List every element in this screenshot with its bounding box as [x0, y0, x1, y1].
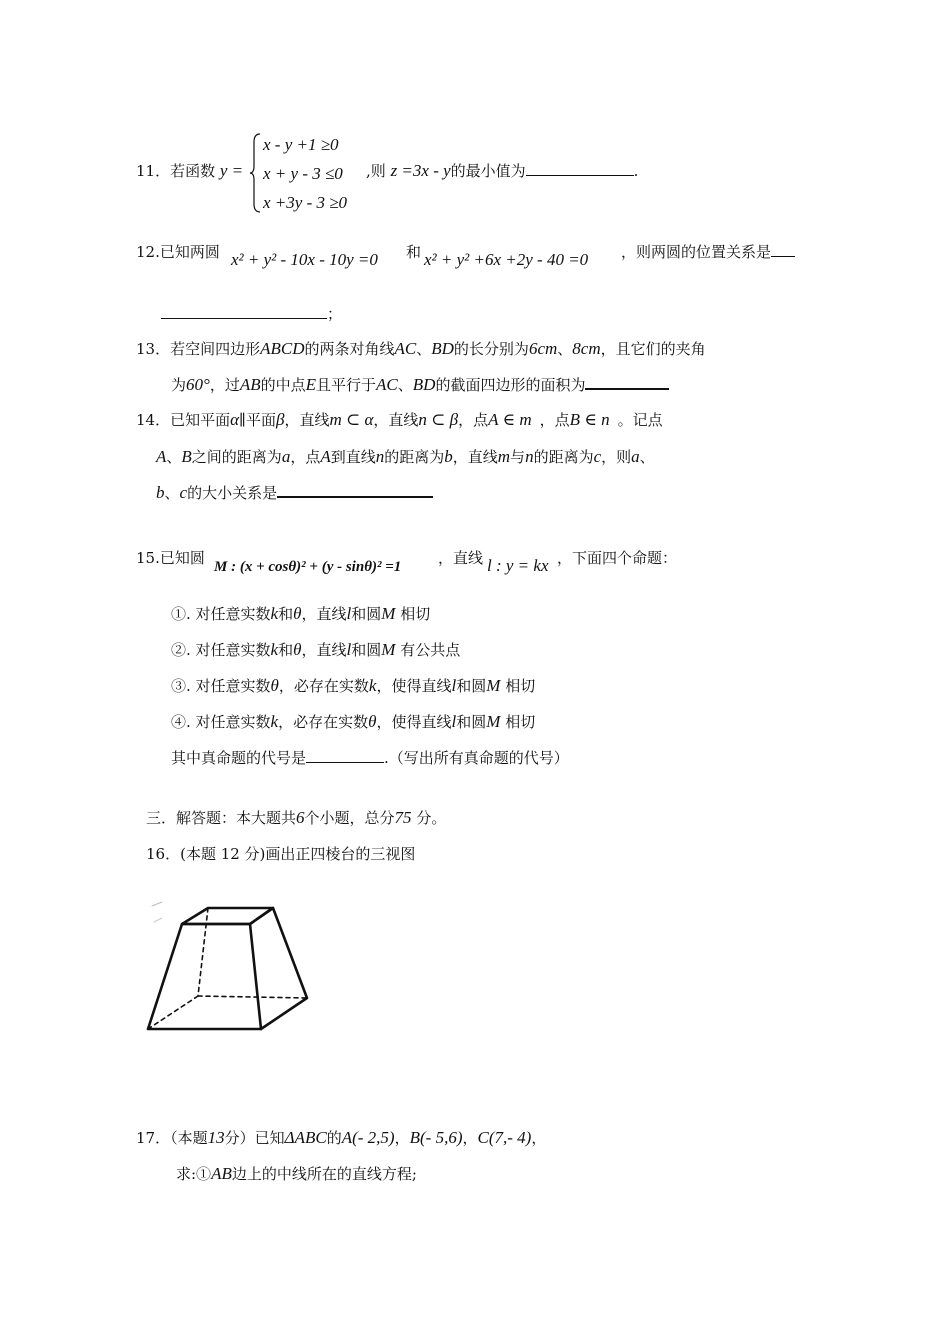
q11-brace [248, 132, 262, 214]
q15-i4-4: ，使得直线 [376, 713, 452, 731]
q13-sep1: 、 [416, 340, 432, 358]
sec3-b: 个小题，总分 [304, 809, 395, 827]
q14-l3-1: 、 [164, 484, 180, 502]
q15-i2-7: M [381, 640, 396, 659]
q14-line3 [156, 482, 433, 503]
q15-i1-8: 相切 [400, 605, 431, 623]
q17-line1 [136, 1128, 546, 1148]
q13-bd2: BD [412, 375, 436, 394]
sec3-a: 三．解答题：本大题共 [146, 809, 297, 827]
q15-intro: 15.已知圆 [136, 549, 205, 567]
q14-m-in-alpha: m ⊂ α [329, 410, 374, 429]
q13-bd: BD [431, 339, 454, 358]
q15-i3-7: M [486, 676, 501, 695]
q15-i4-3: θ [368, 712, 377, 731]
q15-four-props: ，下面四个命题： [557, 549, 678, 567]
q14-l2-8: n [375, 447, 385, 466]
q15-item-3 [171, 676, 535, 696]
q14-l3-0: b [156, 483, 165, 502]
q13-text-a: 13．若空间四边形 [136, 340, 261, 358]
q14-l3-2: c [179, 483, 188, 502]
frustum-figure [140, 898, 315, 1038]
q15-i1-2: 和 [278, 605, 294, 623]
q11-tail-text: 的最小值为 [450, 162, 526, 180]
q13-e: E [305, 375, 317, 394]
q13-ac: AC [394, 339, 417, 358]
q11-answer-blank[interactable] [526, 161, 634, 176]
q12-question: ，则两圆的位置关系是 [621, 243, 772, 261]
q14-l2-19: 、 [639, 448, 655, 466]
q17-t0: 17．（本题 [136, 1129, 208, 1147]
q11-after: ,则 [366, 162, 386, 180]
q14-t10: ，点 [539, 411, 570, 429]
q11-num: 11． [136, 162, 171, 180]
q15-answer-blank[interactable] [306, 748, 384, 763]
q12-end: ； [327, 305, 343, 323]
q15-line1-c [557, 548, 677, 568]
sec3-c: 分。 [416, 809, 447, 827]
q17-point-a: A(- 2,5) [341, 1128, 395, 1147]
q17-point-b: B(- 5,6) [409, 1128, 463, 1147]
q11-end: . [633, 162, 639, 180]
q14-l2-4: a [281, 447, 291, 466]
q14-line2 [156, 447, 655, 467]
q15-i1-3: θ [293, 604, 302, 623]
q15-i2-2: 和 [278, 641, 294, 659]
q15-i4-8: 相切 [505, 713, 536, 731]
q14-l2-15: 的距离为 [533, 448, 594, 466]
q14-t6: ，直线 [373, 411, 419, 429]
q15-item-4 [171, 712, 535, 732]
q13-text-b: 的两条对角线 [304, 340, 395, 358]
q11-row-1: x - y +1 ≥0 [263, 135, 339, 154]
q14-l2-7: 到直线 [330, 448, 376, 466]
q12-intro: 12.已知两圆 [136, 243, 220, 261]
q15-i2-5: l [346, 640, 352, 659]
q12-eq2 [424, 250, 588, 270]
q11-number [136, 161, 243, 181]
q15-i4-2: ，必存在实数 [278, 713, 369, 731]
q15-i2-6: 和圆 [351, 641, 382, 659]
q13-sep3: 、 [397, 376, 413, 394]
q12-equations [231, 250, 378, 270]
section-3-heading [146, 808, 446, 828]
q13-sep2: 、 [557, 340, 573, 358]
q15-answer-prompt: 其中真命题的代号是 [171, 749, 307, 767]
q11-expr: z =3x - y [390, 161, 451, 180]
q14-l2-10: b [444, 447, 453, 466]
q15-i1-7: M [381, 604, 396, 623]
q15-line-word: ，直线 [438, 549, 484, 567]
q15-item-2 [171, 640, 460, 660]
q17-t6: ， [394, 1129, 410, 1147]
q15-line1 [136, 548, 205, 568]
q12-circle1: x² + y² - 10x - 10y =0 [231, 250, 378, 269]
q13-text-h: 且平行于 [316, 376, 377, 394]
q15-line-expr: l : y = kx [487, 556, 549, 575]
q14-beta: β [275, 410, 285, 429]
q14-line1 [136, 410, 663, 430]
q17-t2: 分）已知 [224, 1129, 285, 1147]
q15-item-1 [171, 604, 430, 624]
q13-6cm: 6cm [528, 339, 558, 358]
q12-tail [621, 242, 795, 262]
q12-circle2: x² + y² +6x +2y - 40 =0 [424, 250, 589, 269]
q14-l2-14: n [525, 447, 534, 466]
q15-circle-eq [214, 556, 401, 577]
q17-line2 [176, 1164, 417, 1184]
q15-i3-4: ，使得直线 [376, 677, 452, 695]
q13-line1 [136, 339, 706, 359]
q15-i4-6: 和圆 [456, 713, 487, 731]
q14-l2-18: a [631, 447, 640, 466]
q15-i4-1: k [270, 712, 279, 731]
sec3-score: 75 [394, 808, 412, 827]
q15-answer-note: .（写出所有真命题的代号） [384, 749, 569, 767]
q15-i1-5: l [346, 604, 352, 623]
q13-text-c: 的长分别为 [453, 340, 529, 358]
q17-l2-0: 求:① [176, 1165, 212, 1183]
q15-i4-7: M [486, 712, 501, 731]
q17-point-c: C(7,- 4) [477, 1128, 532, 1147]
q14-b-in-n: B ∈ n [569, 410, 610, 429]
q12-line2 [161, 304, 342, 324]
q13-abcd: ABCD [260, 339, 305, 358]
q16-text: 16．(本题 12 分)画出正四棱台的三视图 [146, 845, 416, 863]
q13-line2 [171, 374, 669, 395]
q14-answer-blank[interactable] [277, 482, 433, 498]
q17-triangle: ΔABC [284, 1128, 327, 1147]
q12-answer-blank-1[interactable] [771, 242, 795, 257]
q13-8cm: 8cm [572, 339, 601, 358]
q14-l2-6: A [320, 447, 331, 466]
q15-i2-4: ，直线 [301, 641, 347, 659]
q15-i3-3: k [368, 676, 377, 695]
q13-ac2: AC [376, 375, 398, 394]
q13-answer-blank[interactable] [585, 374, 669, 390]
q13-text-d: ，且它们的夹角 [600, 340, 706, 358]
q14-l2-3: 之间的距离为 [191, 448, 282, 466]
q15-i2-0: ②. 对任意实数 [171, 641, 271, 659]
q14-l2-11: ，直线 [452, 448, 498, 466]
q15-i3-0: ③. 对任意实数 [171, 677, 271, 695]
q14-t0: 14．已知平面 [136, 411, 231, 429]
q15-i3-5: l [451, 676, 457, 695]
q11-system [263, 130, 347, 217]
q14-t2: ∥平面 [239, 411, 276, 429]
q17-t8: ， [462, 1129, 478, 1147]
q14-t8: ，点 [458, 411, 489, 429]
q14-l2-2: B [181, 447, 192, 466]
q15-i1-1: k [270, 604, 279, 623]
q13-text-i: 的截面四边形的面积为 [435, 376, 586, 394]
q11-row-2: x + y - 3 ≤0 [263, 164, 343, 183]
q15-i3-8: 相切 [505, 677, 536, 695]
q14-l2-0: A [156, 447, 167, 466]
q13-text-g: 的中点 [260, 376, 306, 394]
q14-l2-5: ，点 [290, 448, 321, 466]
q15-i1-6: 和圆 [351, 605, 382, 623]
q15-i3-2: ，必存在实数 [278, 677, 369, 695]
q15-line-eq [487, 556, 549, 576]
q14-l2-1: 、 [166, 448, 182, 466]
q15-i3-6: 和圆 [456, 677, 487, 695]
q14-alpha: α [230, 410, 240, 429]
q15-i4-0: ④. 对任意实数 [171, 713, 271, 731]
q11-prefix: 若函数 [170, 162, 216, 180]
q14-t12: 。记点 [617, 411, 663, 429]
q11-lhs: y = [219, 161, 244, 180]
q14-l2-9: 的距离为 [384, 448, 445, 466]
q12-and [406, 242, 421, 262]
q14-l2-16: c [593, 447, 602, 466]
q15-circle: M : (x + cosθ)² + (y - sinθ)² =1 [214, 559, 402, 575]
q15-i2-8: 有公共点 [400, 641, 461, 659]
q14-l3-3: 的大小关系是 [187, 484, 278, 502]
q15-answer-line [171, 748, 569, 768]
q15-i1-4: ，直线 [301, 605, 347, 623]
q13-text-e: 为 [171, 376, 187, 394]
q17-l2-2: 边上的中线所在的直线方程; [231, 1165, 417, 1183]
q15-line1-b [438, 548, 483, 568]
q11-row-3: x +3y - 3 ≥0 [263, 193, 348, 212]
q14-l2-12: m [497, 447, 511, 466]
q15-i1-0: ①. 对任意实数 [171, 605, 271, 623]
q15-i4-5: l [451, 712, 457, 731]
q12-line1 [136, 242, 220, 262]
q11-tail [366, 161, 638, 181]
q15-i2-1: k [270, 640, 279, 659]
q13-angle: 60° [186, 375, 210, 394]
q16-line [146, 844, 415, 864]
q14-n-in-beta: n ⊂ β [418, 410, 459, 429]
q14-l2-13: 与 [510, 448, 526, 466]
q14-l2-17: ，则 [601, 448, 632, 466]
q15-i3-1: θ [270, 676, 279, 695]
q14-t4: ，直线 [284, 411, 330, 429]
q14-a-in-m: A ∈ m [488, 410, 532, 429]
sec3-count: 6 [296, 808, 305, 827]
q13-ab: AB [239, 375, 261, 394]
q17-t4: 的 [326, 1129, 342, 1147]
q13-text-f: ，过 [209, 376, 240, 394]
q12-answer-blank-2[interactable] [161, 304, 327, 319]
q17-t10: ， [531, 1129, 547, 1147]
q12-and-text: 和 [406, 243, 422, 261]
q17-l2-ab: AB [211, 1164, 232, 1183]
q15-i2-3: θ [293, 640, 302, 659]
q17-points: 13 [207, 1128, 225, 1147]
